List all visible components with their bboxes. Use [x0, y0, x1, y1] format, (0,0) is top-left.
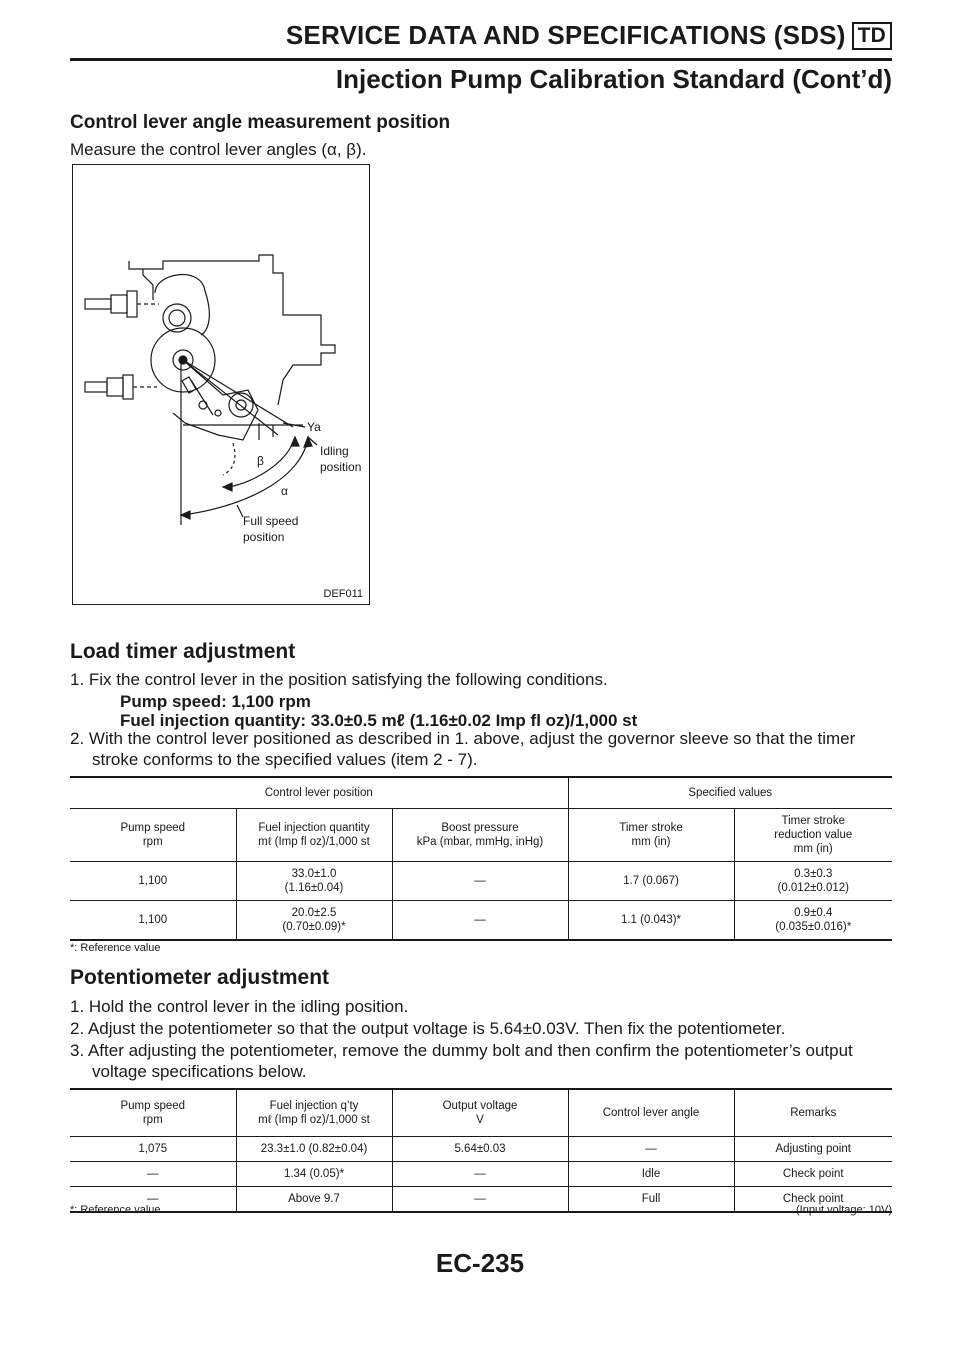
engine-badge: TD: [852, 22, 892, 50]
group-specified-values: Specified values: [568, 777, 892, 809]
section-title-text: SERVICE DATA AND SPECIFICATIONS (SDS): [285, 20, 846, 50]
table-row: 1,100 33.0±1.0 (1.16±0.04) — 1.7 (0.067) 0.3±0.3 (0.012±0.012): [70, 862, 892, 901]
label-ya: Ya: [307, 420, 321, 434]
control-lever-heading: Control lever angle measurement position: [70, 112, 451, 133]
load-timer-table: [70, 776, 892, 941]
load-timer-heading: Load timer adjustment: [70, 640, 296, 663]
header-output-voltage: Output voltage V: [392, 1089, 568, 1137]
table-row: — Above 9.7 — Full Check point: [70, 1187, 892, 1213]
load-timer-step2-line1: 2. With the control lever positioned as described in 1. above, adjust the governor sleeve so that the timer: [70, 729, 856, 748]
figure-id: DEF011: [323, 588, 363, 600]
load-timer-step2-line2: stroke conforms to the specified values (item 2 - 7).: [92, 750, 478, 769]
page-subtitle: Injection Pump Calibration Standard (Cont’d): [335, 64, 892, 94]
load-timer-cond-fuel: Fuel injection quantity: 33.0±0.5 mℓ (1.16±0.02 Imp fl oz)/1,000 st: [120, 711, 638, 730]
input-voltage-note: (Input voltage: 10V): [795, 1204, 892, 1216]
header-remarks: Remarks: [734, 1089, 892, 1137]
load-timer-cond-speed: Pump speed: 1,100 rpm: [120, 692, 311, 711]
header-fuel-quantity: Fuel injection quantity mℓ (Imp fl oz)/1,000 st: [236, 809, 392, 862]
potentiometer-table: [70, 1088, 892, 1213]
group-control-lever: Control lever position: [70, 777, 568, 809]
potentiometer-heading: Potentiometer adjustment: [70, 966, 330, 989]
load-timer-note: *: Reference value: [70, 942, 161, 954]
label-beta: β: [257, 454, 264, 468]
control-lever-instruction: Measure the control lever angles (α, β).: [70, 140, 367, 159]
page-number: EC-235: [435, 1248, 525, 1278]
control-lever-figure: [72, 164, 370, 605]
potentiometer-step2: 2. Adjust the potentiometer so that the output voltage is 5.64±0.03V. Then fix the potentiometer.: [70, 1019, 786, 1038]
label-full-2: position: [243, 530, 285, 544]
header-pump-speed: Pump speed rpm: [70, 809, 236, 862]
header-rule: [70, 58, 892, 61]
potentiometer-step3-line2: voltage specifications below.: [92, 1062, 307, 1081]
header-timer-stroke-reduction: Timer stroke reduction value mm (in): [734, 809, 892, 862]
potentiometer-note: *: Reference value: [70, 1204, 161, 1216]
table-row: 1,075 23.3±1.0 (0.82±0.04) 5.64±0.03 — Adjusting point: [70, 1137, 892, 1162]
header-boost-pressure: Boost pressure kPa (mbar, mmHg, inHg): [392, 809, 568, 862]
pump-diagram: [73, 165, 369, 604]
table-row: 1,100 20.0±2.5 (0.70±0.09)* — 1.1 (0.043)* 0.9±0.4 (0.035±0.016)*: [70, 901, 892, 941]
header-timer-stroke: Timer stroke mm (in): [568, 809, 734, 862]
label-alpha: α: [281, 484, 288, 498]
header-fuel-qty: Fuel injection q’ty mℓ (Imp fl oz)/1,000 st: [236, 1089, 392, 1137]
table-row: — 1.34 (0.05)* — Idle Check point: [70, 1162, 892, 1187]
header-pump-speed: Pump speed rpm: [70, 1089, 236, 1137]
header-control-lever-angle: Control lever angle: [568, 1089, 734, 1137]
potentiometer-step1: 1. Hold the control lever in the idling position.: [70, 997, 409, 1016]
label-idling-1: Idling: [320, 444, 349, 458]
section-title: [70, 20, 892, 51]
label-idling-2: position: [320, 460, 362, 474]
potentiometer-step3-line1: 3. After adjusting the potentiometer, remove the dummy bolt and then confirm the potentiometer’s output: [70, 1041, 853, 1060]
label-full-1: Full speed: [243, 514, 299, 528]
load-timer-step1: 1. Fix the control lever in the position satisfying the following conditions.: [70, 670, 608, 689]
